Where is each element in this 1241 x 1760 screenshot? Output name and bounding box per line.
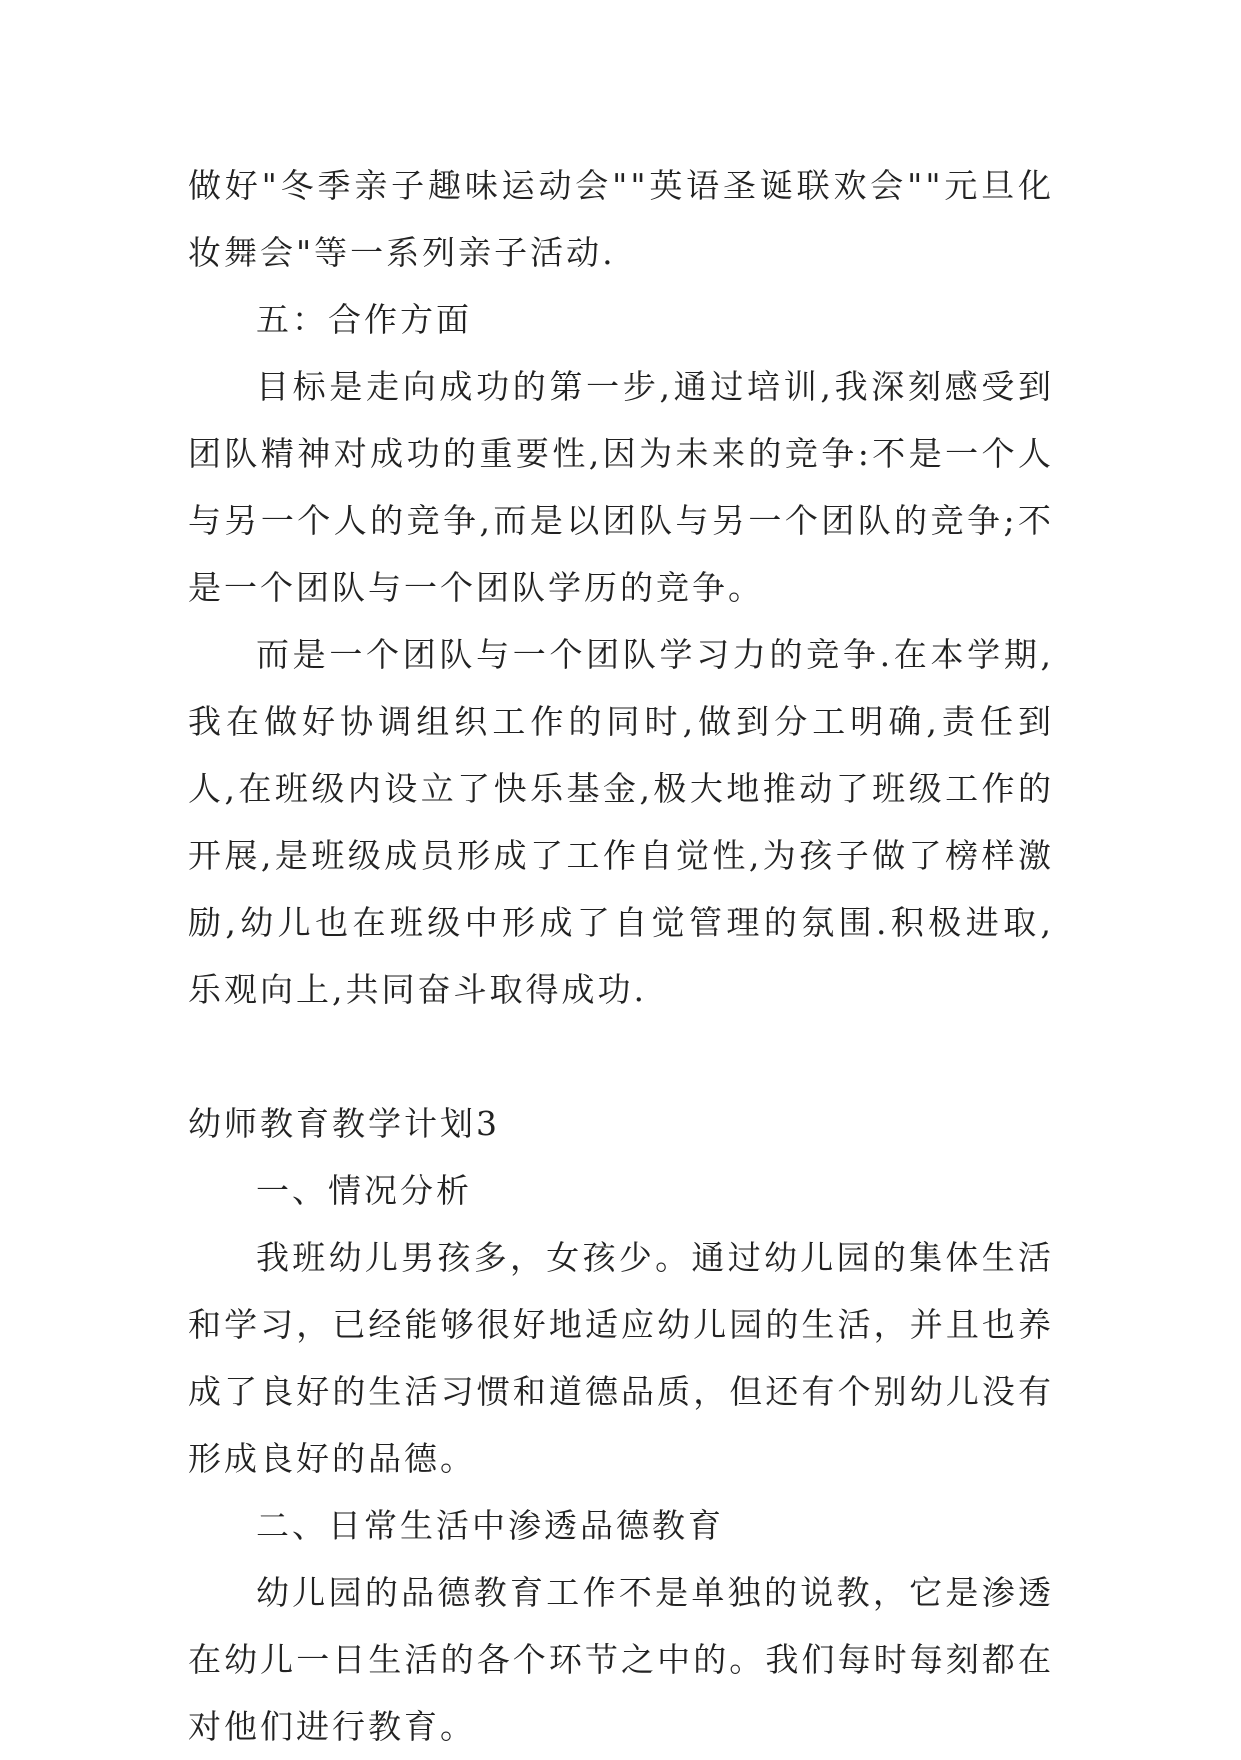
paragraph-moral-education: 幼儿园的品德教育工作不是单独的说教，它是渗透在幼儿一日生活的各个环节之中的。我们每时每刻都在对他们进行教育。 [188, 1573, 1054, 1746]
document-body [188, 152, 1054, 1760]
paragraph-team-learning: 而是一个团队与一个团队学习力的竞争.在本学期,我在做好协调组织工作的同时,做到分工明确,责任到人,在班级内设立了快乐基金,极大地推动了班级工作的开展,是班级成员形成了工作自觉性,为孩子做了榜样激励,幼儿也在班级中形成了自觉管理的氛围.积极进取,乐观向上,共同奋斗取得成功. [188, 635, 1054, 1009]
document-title-plan-3: 幼师教育教学计划3 [188, 1104, 500, 1143]
paragraph-team-spirit: 目标是走向成功的第一步,通过培训,我深刻感受到团队精神对成功的重要性,因为未来的竞争:不是一个人与另一个人的竞争,而是以团队与另一个团队的竞争;不是一个团队与一个团队学历的竞争。 [188, 367, 1054, 607]
section-heading-moral-education: 二、日常生活中渗透品德教育 [256, 1506, 724, 1545]
paragraph-activities: 做好"冬季亲子趣味运动会""英语圣诞联欢会""元旦化妆舞会"等一系列亲子活动. [188, 166, 1054, 272]
section-heading-cooperation: 五：合作方面 [256, 300, 472, 339]
paragraph-class-situation: 我班幼儿男孩多，女孩少。通过幼儿园的集体生活和学习，已经能够很好地适应幼儿园的生活，并且也养成了良好的生活习惯和道德品质，但还有个别幼儿没有形成良好的品德。 [188, 1238, 1054, 1478]
section-heading-situation-analysis: 一、情况分析 [256, 1171, 472, 1210]
